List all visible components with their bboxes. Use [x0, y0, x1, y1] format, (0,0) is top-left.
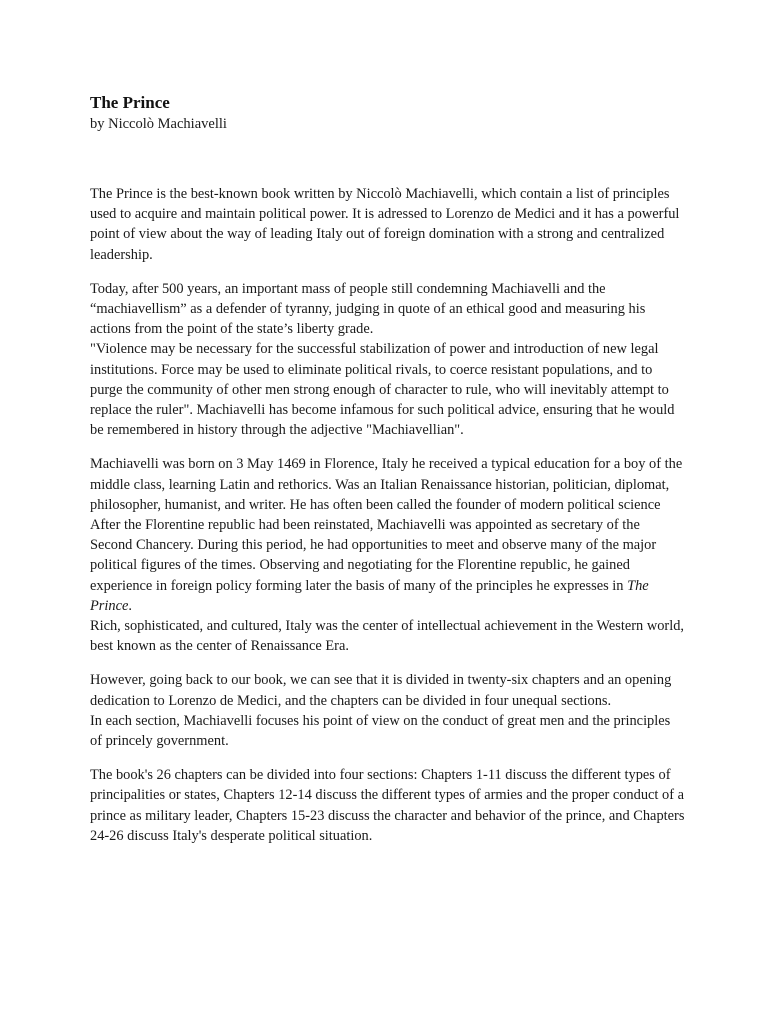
- paragraph-text: Today, after 500 years, an important mass of people still condemning Machiavelli and the “machiavellism” as a defender of tyranny, judging in quote of an ethical good and measuring his actions from the point of the state’s liberty grade.: [90, 280, 646, 338]
- paragraph-biography: [90, 454, 685, 656]
- book-title-italic: The Prince: [90, 577, 649, 614]
- paragraph-text: Machiavelli was born on 3 May 1469 in Florence, Italy he received a typical education for a boy of the middle class, learning Latin and rethorics. Was an Italian Renaissance historian, politician, diplomat, philosopher, humanist, and writer. He has often been called the founder of modern political science: [90, 456, 683, 513]
- paragraph-structure: [90, 670, 685, 751]
- paragraph-text-run: After the Florentine republic had been reinstated, Machiavelli was appointed as secretary of the Second Chancery. During this period, he had opportunities to meet and observe many of the major political figures of the times. Observing and negotiating for the Florentine republic, he gained experience in foreign policy forming later the basis of many of the principles he expresses in: [90, 517, 657, 594]
- paragraph-text: [90, 515, 685, 616]
- paragraph-text-run: .: [128, 597, 132, 614]
- paragraph-text: However, going back to our book, we can see that it is divided in twenty-six chapters and an opening dedication to Lorenzo de Medici, and the chapters can be divided in four unequal sections.: [90, 672, 672, 709]
- paragraph-legacy: [90, 279, 685, 441]
- paragraph-quote: "Violence may be necessary for the successful stabilization of power and introduction of new legal institutions. Force may be used to eliminate political rivals, to coerce resistant populations, and to purge the community of other men strong enough of character to rule, who will inevitably attempt to replace the ruler". Machiavelli has become infamous for such political advice, ensuring that he would be remembered in history through the adjective "Machiavellian".: [90, 341, 675, 439]
- paragraph-text: The Prince is the best-known book written by Niccolò Machiavelli, which contain a list of principles used to acquire and maintain political power. It is adressed to Lorenzo de Medici and it has a powerful point of view about the way of leading Italy out of foreign domination with a strong and centralized leadership.: [90, 186, 680, 263]
- paragraph-chapters: [90, 765, 685, 846]
- paragraph-intro: [90, 184, 685, 265]
- paragraph-text: The book's 26 chapters can be divided into four sections: Chapters 1-11 discuss the different types of principalities or states, Chapters 12-14 discuss the different types of armies and the proper conduct of a prince as military leader, Chapters 15-23 discuss the character and behavior of the prince, and Chapters 24-26 discuss Italy's desperate political situation.: [90, 767, 685, 844]
- paragraph-text: In each section, Machiavelli focuses his point of view on the conduct of great men and the principles of princely government.: [90, 712, 671, 750]
- document-body: [90, 92, 685, 860]
- document-author: by Niccolò Machiavelli: [90, 116, 227, 132]
- paragraph-text: Rich, sophisticated, and cultured, Italy was the center of intellectual achievement in the Western world, best known as the center of Renaissance Era.: [90, 618, 684, 655]
- document-title: The Prince: [90, 93, 170, 112]
